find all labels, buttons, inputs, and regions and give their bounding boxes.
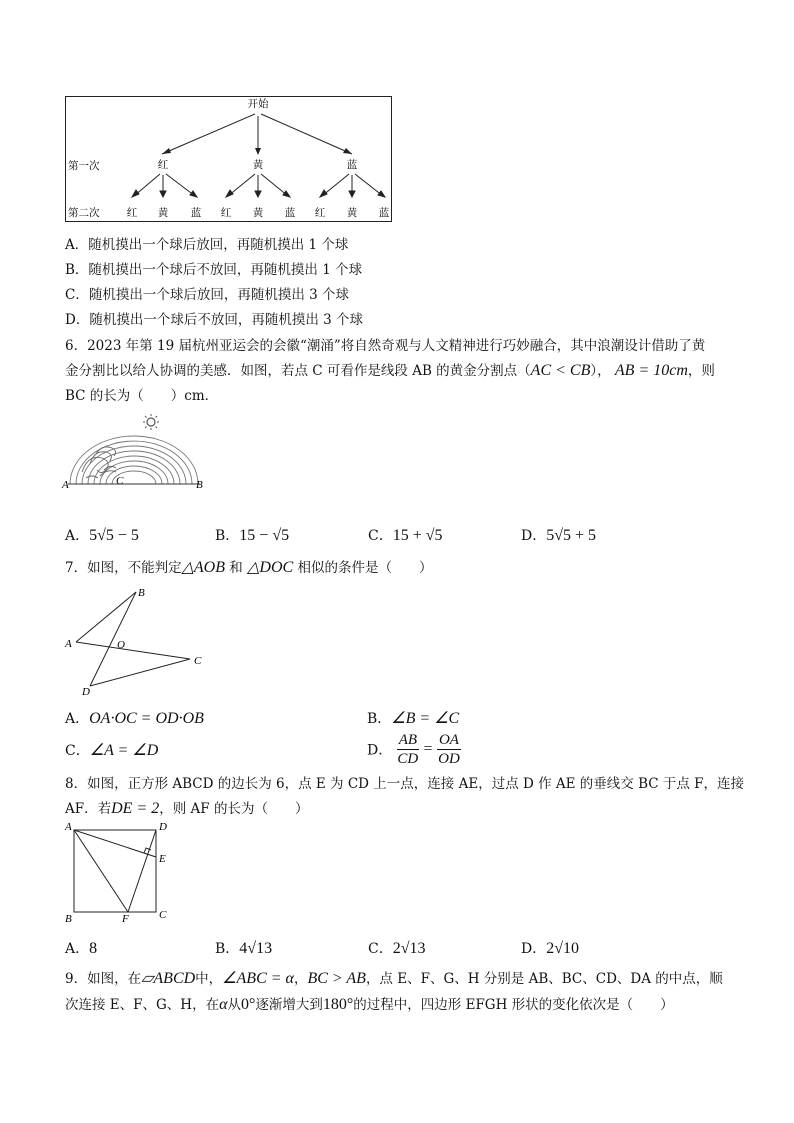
tree-l2-node: 红	[126, 207, 138, 219]
q6-option-b	[215, 525, 289, 545]
q6-stem-line3: BC 的长为（ ）cm．	[65, 388, 219, 404]
fraction-numerator: OA	[438, 732, 459, 748]
q7-figure-svg	[60, 585, 220, 700]
q7-label-d: D	[82, 686, 90, 698]
option-value: ∠A = ∠D	[89, 742, 159, 759]
option-letter: A．	[65, 528, 90, 544]
q8-label-e: E	[159, 853, 166, 865]
q8-option-c	[368, 938, 426, 958]
q6-figure	[60, 412, 210, 496]
fraction-ab-cd	[397, 731, 419, 768]
fraction-denominator: OD	[438, 751, 460, 767]
option-letter: C．	[65, 743, 90, 759]
q7-stem-text: 和	[229, 560, 243, 576]
q8-stem-line1: 8．如图，正方形 ABCD 的边长为 6，点 E 为 CD 上一点，连接 AE，过点 D 作 AE 的垂线交 BC 于点 F，连接	[65, 776, 745, 792]
tree-l2-node: 黄	[346, 207, 358, 219]
q7-label-c: C	[194, 655, 202, 667]
q5-option-d: D．随机摸出一个球后不放回，再随机摸出 3 个球	[65, 312, 363, 328]
q8-label-c: C	[159, 909, 167, 921]
q9-stem-text: 从	[227, 997, 241, 1013]
tree-diagram	[65, 96, 392, 222]
option-value: 2√10	[546, 940, 580, 957]
q8-label-a: A	[65, 821, 72, 833]
option-value: 4√13	[239, 940, 273, 957]
q6-option-d	[521, 525, 596, 545]
q8-stem-text: AF．若	[65, 801, 112, 817]
tree-l1-node: 红	[157, 159, 169, 171]
option-letter: A．	[65, 711, 90, 727]
q8-figure-svg	[60, 818, 175, 926]
option-value: 15 + √5	[392, 527, 443, 544]
tree-root: 开始	[247, 98, 269, 110]
q8-label-b: B	[65, 913, 72, 925]
q9-alpha: α	[219, 996, 228, 1013]
q7-triangle-doc: △DOC	[247, 559, 294, 576]
q9-parallelogram: ▱ABCD	[141, 970, 196, 987]
q6-stem-line2	[65, 361, 715, 381]
option-value: 8	[89, 940, 98, 957]
option-value: 15 − √5	[239, 527, 290, 544]
q6-ab-length: AB = 10cm	[614, 362, 688, 379]
q9-angle-abc: ∠ABC = α	[222, 970, 294, 987]
q5-option-b: B．随机摸出一个球后不放回，再随机摸出 1 个球	[65, 262, 363, 278]
q8-figure	[60, 818, 175, 926]
q9-stem-text: ，	[293, 971, 308, 987]
option-letter: A．	[65, 941, 90, 957]
q6-stem-text: 金分割比以给人协调的美感．如图，若点 C 可看作是线段 AB 的黄金分割点（	[65, 363, 531, 379]
option-value: OA·OC = OD·OB	[89, 710, 204, 727]
tree-l1-node: 黄	[252, 159, 264, 171]
q5-option-c: C．随机摸出一个球后放回，再随机摸出 3 个球	[65, 287, 350, 303]
q9-stem-line1	[65, 969, 723, 989]
tree-row2-label: 第二次	[68, 207, 100, 219]
q6-figure-svg	[60, 412, 210, 496]
option-value: 5√5 − 5	[89, 527, 139, 544]
tree-l2-node: 红	[220, 207, 232, 219]
option-letter: B．	[215, 941, 240, 957]
q8-label-f: F	[122, 913, 129, 925]
q5-option-a: A．随机摸出一个球后放回，再随机摸出 1 个球	[65, 237, 349, 253]
option-letter: C．	[368, 941, 393, 957]
q8-option-d	[521, 938, 579, 958]
tree-l2-node: 蓝	[378, 207, 390, 219]
q6-label-a: A	[62, 479, 69, 491]
q6-label-b: B	[196, 479, 203, 491]
fraction-denominator: CD	[397, 751, 419, 767]
q9-stem-text: ，点 E、F、G、H 分别是 AB、BC、CD、DA 的中点，顺	[365, 971, 723, 987]
tree-row1-label: 第一次	[68, 160, 100, 172]
q9-stem-text: 次连接 E、F、G、H，在	[65, 997, 220, 1013]
tree-diagram-svg	[65, 96, 392, 222]
q7-triangle-aob: △AOB	[181, 559, 225, 576]
q9-stem-text: 的过程中，四边形 EFGH 形状的变化依次是（ ）	[353, 997, 674, 1013]
option-value: 5√5 + 5	[546, 527, 597, 544]
q7-stem-text: 7．如图，不能判定	[65, 560, 182, 576]
option-letter: B．	[215, 528, 240, 544]
q8-label-d: D	[159, 821, 167, 833]
q6-option-c	[368, 525, 443, 545]
q7-stem-text: 相似的条件是（ ）	[297, 560, 433, 576]
q9-zero-degrees: 0°	[240, 996, 256, 1013]
q8-option-a	[65, 938, 97, 958]
q9-stem-line2	[65, 995, 674, 1015]
q6-stem-text: ，则	[687, 363, 715, 379]
tree-l2-node: 黄	[157, 207, 169, 219]
q7-figure	[60, 585, 220, 700]
q6-stem-line1: 6．2023 年第 19 届杭州亚运会的会徽“潮涌”将自然奇观与人文精神进行巧妙融合，其中浪潮设计借助了黄	[65, 338, 706, 354]
q6-ac-cb: AC < CB	[530, 362, 591, 379]
q7-option-b	[367, 708, 459, 728]
tree-l1-node: 蓝	[346, 159, 358, 171]
q9-stem-text: 9．如图，在	[65, 971, 142, 987]
option-letter: D．	[521, 528, 547, 544]
q9-stem-text: 逐渐增大到	[255, 997, 323, 1013]
option-letter: D．	[521, 941, 547, 957]
q7-label-b: B	[138, 587, 145, 599]
fraction-numerator: AB	[398, 732, 418, 748]
equals-sign: =	[423, 740, 433, 758]
tree-l2-node: 蓝	[190, 207, 202, 219]
q9-180-degrees: 180°	[322, 996, 354, 1013]
tree-l2-node: 蓝	[284, 207, 296, 219]
option-value: ∠B = ∠C	[391, 710, 460, 727]
q6-option-a	[65, 525, 139, 545]
q6-stem-text: ），	[590, 363, 611, 379]
option-letter: D．	[367, 742, 393, 759]
q9-stem-text: 中，	[195, 971, 223, 987]
tree-l2-node: 红	[314, 207, 326, 219]
q7-label-a: A	[65, 638, 72, 650]
q7-stem	[65, 558, 432, 578]
q7-option-c	[65, 740, 158, 760]
option-value: 2√13	[392, 940, 426, 957]
option-letter: B．	[367, 711, 392, 727]
fraction-oa-od	[437, 731, 461, 768]
tree-l2-node: 黄	[252, 207, 264, 219]
q6-label-c: C	[116, 475, 124, 487]
q7-option-d	[367, 731, 461, 768]
q7-label-o: O	[117, 639, 125, 651]
option-letter: C．	[368, 528, 393, 544]
q8-option-b	[215, 938, 272, 958]
q8-stem-line2	[65, 799, 308, 819]
q9-bc-gt-ab: BC > AB	[307, 970, 366, 987]
q7-option-a	[65, 708, 204, 728]
q8-stem-text: ，则 AF 的长为（ ）	[159, 801, 309, 817]
q8-de-value: DE = 2	[111, 800, 160, 817]
